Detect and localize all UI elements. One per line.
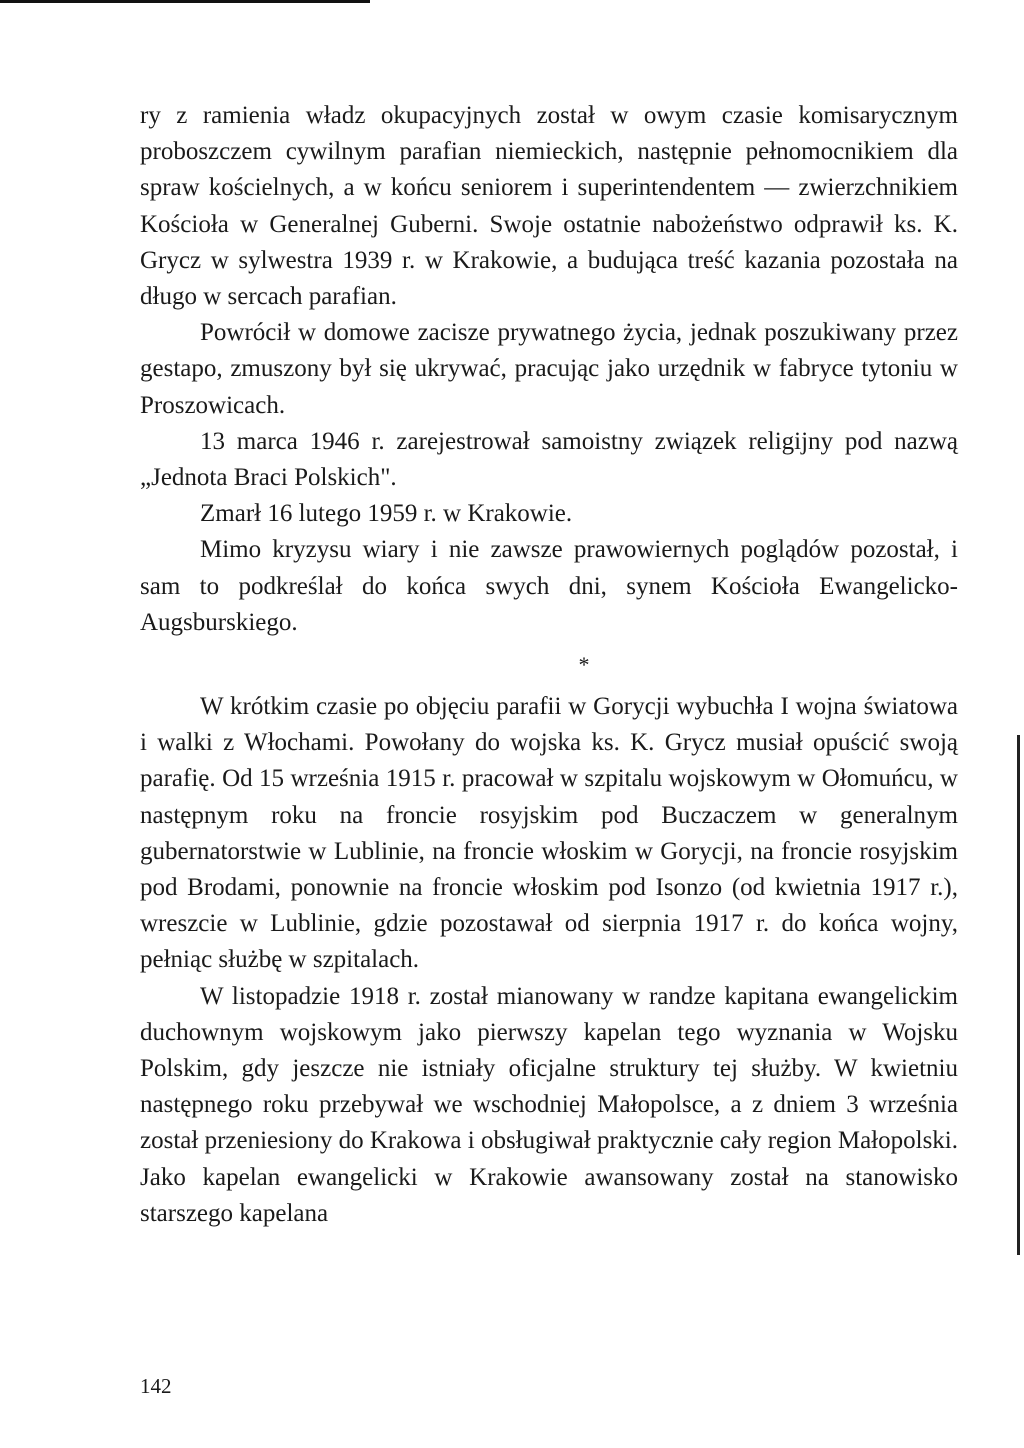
paragraph: Powrócił w domowe zacisze prywatnego życia, jednak poszukiwany przez gestapo, zmuszony był się ukrywać, pracując jako urzędnik w fabryce tytoniu w Proszowicach. [140, 319, 958, 419]
paragraph: W krótkim czasie po objęciu parafii w Gorycji wybuchła I wojna światowa i walki z Włochami. Powołany do wojska ks. K. Grycz musiał opuścić swoją parafię. Od 15 września 1915 r. pracował w szpitalu wojskowym w Ołomuńcu, w następnym roku na froncie rosyjskim pod Buczaczem w generalnym gubernatorstwie w Lublinie, na froncie włoskim w Gorycji, na froncie rosyjskim pod Brodami, ponownie na froncie włoskim pod Isonzo (od kwietnia 1917 r.), wreszcie w Lublinie, gdzie pozostawał od sierpnia 1917 r. do końca wojny, pełniąc służbę w szpitalach. [140, 693, 958, 974]
paragraph: ry z ramienia władz okupacyjnych został w owym czasie komisarycznym proboszczem cywilnym parafian niemieckich, następnie pełnomocnikiem dla spraw kościelnych, a w końcu seniorem i superintendentem — zwierzchnikiem Kościoła w Generalnej Guberni. Swoje ostatnie nabożeństwo odprawił ks. K. Grycz w sylwestra 1939 r. w Krakowie, a budująca treść kazania pozostała na długo w sercach parafian. [140, 102, 958, 311]
paragraph: Mimo kryzysu wiary i nie zawsze prawowiernych poglądów pozostał, i sam to podkreślał do końca swych dni, synem Kościoła Ewangelicko-Augsburskiego. [140, 536, 958, 636]
paragraph: Zmarł 16 lutego 1959 r. w Krakowie. [200, 500, 573, 528]
scan-margin-line [1017, 735, 1020, 1255]
scan-edge-line [0, 0, 370, 3]
page-body [140, 98, 958, 1232]
paragraph: W listopadzie 1918 r. został mianowany w randze kapitana ewangelickim duchownym wojskowym jako pierwszy kapelan tego wyznania w Wojsku Polskim, gdy jeszcze nie istniały oficjalne struktury tej służby. W kwietniu następnego roku przebywał we wschodniej Małopolsce, a z dniem 3 września został przeniesiony do Krakowa i obsługiwał praktycznie cały region Małopolski. Jako kapelan ewangelicki w Krakowie awansowany został na stanowisko starszego kapelana [140, 982, 958, 1227]
section-separator: * [578, 652, 590, 678]
paragraph: 13 marca 1946 r. zarejestrował samoistny związek religijny pod nazwą „Jednota Braci Polskich". [140, 427, 958, 492]
page-number: 142 [140, 1374, 172, 1398]
